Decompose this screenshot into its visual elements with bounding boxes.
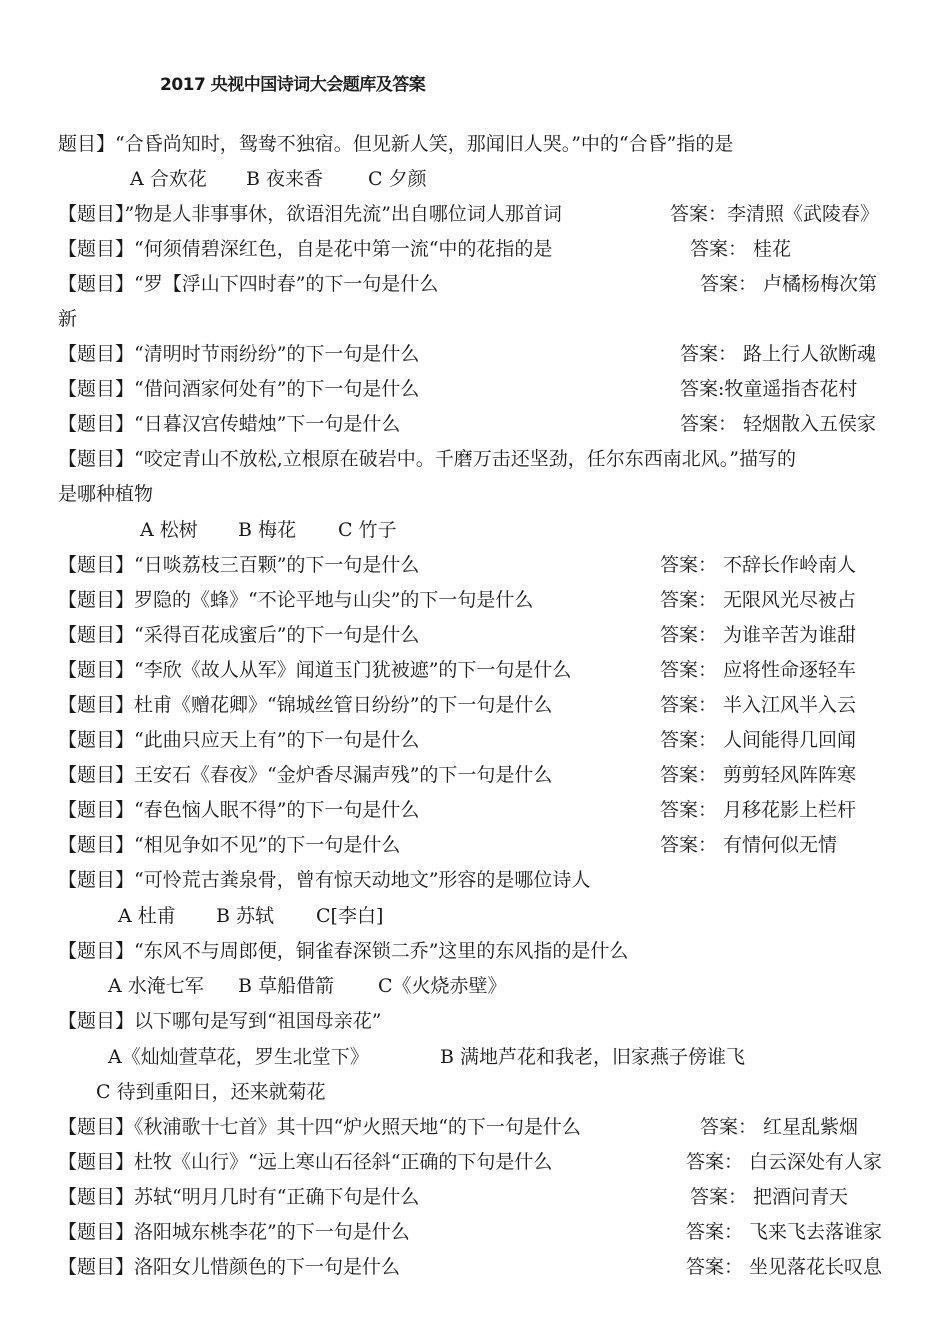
question-line: 【题目】苏轼“明月几时有“正确下句是什么 [58, 1186, 420, 1208]
answer-text: 答案： 半入江风半入云 [660, 694, 857, 716]
answer-text: 答案： 不辞长作岭南人 [660, 554, 857, 576]
option-b: B 夜来香 [246, 168, 324, 190]
answer-text: 答案： 坐见落花长叹息 [686, 1256, 883, 1278]
answer-text: 答案： 飞来飞去落谁家 [686, 1221, 883, 1243]
question-line: 题目】“合昏尚知时，鸳鸯不独宿。但见新人笑，那闻旧人哭。”中的“合昏”指的是 [58, 133, 734, 155]
answer-text: 答案： 卢橘杨梅次第 [700, 273, 878, 295]
answer-text: 答案： 月移花影上栏杆 [660, 799, 857, 821]
question-line-continued: 新 [58, 308, 78, 330]
question-line: 【题目】杜牧《山行》“远上寒山石径斜“正确的下句是什么 [58, 1151, 553, 1173]
question-line: 【题目】“罗【浮山下四时春”的下一句是什么 [58, 273, 439, 295]
option-b: B 满地芦花和我老，旧家燕子傍谁飞 [440, 1046, 746, 1068]
question-line: 【题目】”物是人非事事休，欲语泪先流”出自哪位词人那首词 [58, 203, 562, 225]
answer-text: 答案： 桂花 [690, 238, 792, 260]
option-b: B 梅花 [238, 519, 297, 541]
answer-text: 答案： 把酒问青天 [690, 1186, 849, 1208]
answer-text: 答案： 白云深处有人家 [686, 1151, 883, 1173]
option-b: B 草船借箭 [238, 975, 335, 997]
option-c: C《火烧赤壁》 [378, 975, 507, 997]
answer-text: 答案： 红星乱紫烟 [700, 1116, 859, 1138]
option-a: A 合欢花 [130, 168, 207, 190]
question-line: 【题目】“此曲只应天上有”的下一句是什么 [58, 729, 420, 751]
answer-text: 答案： 为谁辛苦为谁甜 [660, 624, 857, 646]
question-line: 【题目】洛阳女儿惜颜色的下一句是什么 [58, 1256, 401, 1278]
option-a: A 松树 [140, 519, 198, 541]
answer-text: 答案： 人间能得几回闻 [660, 729, 857, 751]
question-line: 【题目】洛阳城东桃李花”的下一句是什么 [58, 1221, 410, 1243]
option-c: C 夕颜 [368, 168, 427, 190]
question-line: 【题目】《秋浦歌十七首》其十四“炉火照天地“的下一句是什么 [58, 1116, 581, 1138]
question-line: 【题目】“咬定青山不放松,立根原在破岩中。千磨万击还坚劲，任尔东西南北风。”描写的 [58, 448, 796, 470]
answer-text: 答案:牧童遥指杏花村 [680, 378, 858, 400]
question-line: 【题目】“借问酒家何处有”的下一句是什么 [58, 378, 420, 400]
answer-text: 答案：李清照《武陵春》 [670, 203, 880, 225]
answer-text: 答案： 无限风光尽被占 [660, 589, 857, 611]
answer-text: 答案： 轻烟散入五侯家 [680, 413, 877, 435]
question-line: 【题目】“何须倩碧深红色，自是花中第一流“中的花指的是 [58, 238, 553, 260]
question-line: 【题目】“采得百花成蜜后”的下一句是什么 [58, 624, 420, 646]
question-line: 【题目】“春色恼人眠不得”的下一句是什么 [58, 799, 420, 821]
answer-text: 答案： 剪剪轻风阵阵寒 [660, 764, 857, 786]
option-c: C 待到重阳日，还来就菊花 [96, 1081, 326, 1103]
option-c: C[李白] [316, 905, 384, 927]
question-line: 【题目】“可怜荒古粪泉骨，曾有惊天动地文”形容的是哪位诗人 [58, 869, 591, 891]
question-line: 【题目】罗隐的《蜂》“不论平地与山尖”的下一句是什么 [58, 589, 534, 611]
answer-text: 答案： 有情何似无情 [660, 834, 838, 856]
question-line-continued: 是哪种植物 [58, 483, 154, 505]
option-c: C 竹子 [338, 519, 397, 541]
option-a: A 水淹七军 [108, 975, 204, 997]
option-b: B 苏轼 [216, 905, 275, 927]
answer-text: 答案： 路上行人欲断魂 [680, 343, 877, 365]
question-line: 【题目】杜甫《赠花卿》“锦城丝管日纷纷”的下一句是什么 [58, 694, 553, 716]
option-a: A《灿灿萱草花，罗生北堂下》 [108, 1046, 369, 1068]
page-title: 2017 央视中国诗词大会题库及答案 [160, 75, 426, 95]
option-a: A 杜甫 [118, 905, 176, 927]
question-line: 【题目】“相见争如不见”的下一句是什么 [58, 834, 401, 856]
question-line: 【题目】“日暮汉宫传蜡烛”下一句是什么 [58, 413, 401, 435]
question-line: 【题目】“日啖荔枝三百颗”的下一句是什么 [58, 554, 420, 576]
question-line: 【题目】以下哪句是写到“祖国母亲花” [58, 1010, 382, 1032]
question-line: 【题目】“清明时节雨纷纷”的下一句是什么 [58, 343, 420, 365]
question-line: 【题目】王安石《春夜》“金炉香尽漏声残”的下一句是什么 [58, 764, 553, 786]
question-line: 【题目】“李欣《故人从军》闻道玉门犹被遮”的下一句是什么 [58, 659, 572, 681]
question-line: 【题目】“东风不与周郎便，铜雀春深锁二乔”这里的东风指的是什么 [58, 940, 629, 962]
answer-text: 答案： 应将性命逐轻车 [660, 659, 857, 681]
